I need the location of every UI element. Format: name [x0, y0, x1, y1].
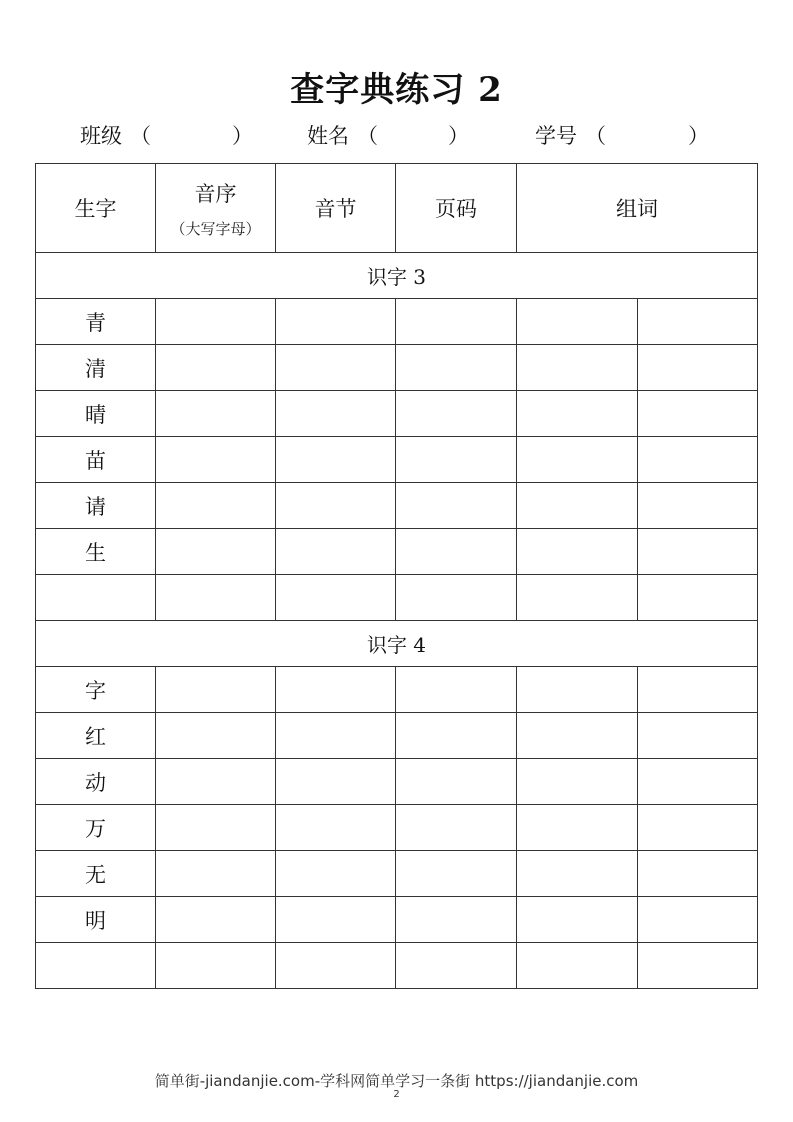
page-cell[interactable]	[396, 391, 517, 437]
table-row	[36, 759, 758, 805]
name-open-paren: （	[357, 124, 378, 148]
page-cell[interactable]	[396, 667, 517, 713]
order-cell[interactable]	[156, 529, 276, 575]
page-cell[interactable]	[396, 805, 517, 851]
syllable-cell[interactable]	[276, 437, 396, 483]
syllable-cell[interactable]	[276, 483, 396, 529]
page-cell[interactable]	[396, 851, 517, 897]
char-cell: 晴	[36, 391, 156, 437]
table-row	[36, 805, 758, 851]
student-id-label: 学号	[535, 124, 577, 148]
id-close-paren: ）	[688, 124, 709, 148]
order-cell[interactable]	[156, 897, 276, 943]
page-cell[interactable]	[396, 759, 517, 805]
table-row	[36, 391, 758, 437]
char-cell[interactable]	[36, 575, 156, 621]
char-cell: 万	[36, 805, 156, 851]
table-row	[36, 667, 758, 713]
char-cell: 生	[36, 529, 156, 575]
page-cell[interactable]	[396, 713, 517, 759]
table-row	[36, 943, 758, 989]
word-cell[interactable]	[638, 345, 758, 391]
char-cell: 苗	[36, 437, 156, 483]
page-cell[interactable]	[396, 483, 517, 529]
syllable-cell[interactable]	[276, 575, 396, 621]
syllable-cell[interactable]	[276, 943, 396, 989]
char-cell: 请	[36, 483, 156, 529]
word-cell[interactable]	[517, 483, 638, 529]
syllable-cell[interactable]	[276, 759, 396, 805]
word-cell[interactable]	[638, 299, 758, 345]
order-cell[interactable]	[156, 575, 276, 621]
header-order	[156, 164, 276, 253]
char-cell: 红	[36, 713, 156, 759]
word-cell[interactable]	[517, 575, 638, 621]
section-title: 识字 3	[36, 253, 758, 299]
page-cell[interactable]	[396, 897, 517, 943]
order-cell[interactable]	[156, 713, 276, 759]
syllable-cell[interactable]	[276, 713, 396, 759]
word-cell[interactable]	[517, 897, 638, 943]
char-cell: 字	[36, 667, 156, 713]
word-cell[interactable]	[517, 345, 638, 391]
section-row	[36, 621, 758, 667]
header-order-label: 音序	[194, 181, 237, 206]
word-cell[interactable]	[517, 299, 638, 345]
section-title: 识字 4	[36, 621, 758, 667]
student-info-line	[0, 120, 793, 154]
word-cell[interactable]	[517, 391, 638, 437]
page-cell[interactable]	[396, 575, 517, 621]
word-cell[interactable]	[638, 391, 758, 437]
word-cell[interactable]	[638, 943, 758, 989]
dictionary-practice-table	[35, 163, 758, 989]
syllable-cell[interactable]	[276, 851, 396, 897]
syllable-cell[interactable]	[276, 345, 396, 391]
char-cell: 清	[36, 345, 156, 391]
header-char: 生字	[36, 164, 156, 253]
word-cell[interactable]	[638, 575, 758, 621]
char-cell: 动	[36, 759, 156, 805]
word-cell[interactable]	[517, 943, 638, 989]
page-cell[interactable]	[396, 943, 517, 989]
char-cell: 无	[36, 851, 156, 897]
order-cell[interactable]	[156, 437, 276, 483]
section-row	[36, 253, 758, 299]
page-number: 2	[393, 1089, 400, 1100]
word-cell[interactable]	[638, 437, 758, 483]
header-syllable: 音节	[276, 164, 396, 253]
word-cell[interactable]	[517, 437, 638, 483]
name-label: 姓名	[307, 124, 349, 148]
table-row	[36, 437, 758, 483]
order-cell[interactable]	[156, 391, 276, 437]
order-cell[interactable]	[156, 299, 276, 345]
word-cell[interactable]	[638, 529, 758, 575]
order-cell[interactable]	[156, 345, 276, 391]
page-cell[interactable]	[396, 437, 517, 483]
word-cell[interactable]	[638, 897, 758, 943]
class-close-paren: ）	[232, 124, 253, 148]
word-cell[interactable]	[638, 851, 758, 897]
word-cell[interactable]	[517, 851, 638, 897]
order-cell[interactable]	[156, 759, 276, 805]
page-cell[interactable]	[396, 529, 517, 575]
word-cell[interactable]	[517, 759, 638, 805]
word-cell[interactable]	[638, 713, 758, 759]
header-order-note: （大写字母）	[170, 219, 261, 238]
table-row	[36, 483, 758, 529]
order-cell[interactable]	[156, 805, 276, 851]
class-label: 班级	[80, 124, 122, 148]
syllable-cell[interactable]	[276, 299, 396, 345]
syllable-cell[interactable]	[276, 529, 396, 575]
syllable-cell[interactable]	[276, 805, 396, 851]
order-cell[interactable]	[156, 851, 276, 897]
table-header-row	[36, 164, 758, 253]
order-cell[interactable]	[156, 667, 276, 713]
word-cell[interactable]	[638, 805, 758, 851]
char-cell: 青	[36, 299, 156, 345]
page-cell[interactable]	[396, 345, 517, 391]
table-row	[36, 897, 758, 943]
word-cell[interactable]	[638, 483, 758, 529]
order-cell[interactable]	[156, 943, 276, 989]
order-cell[interactable]	[156, 483, 276, 529]
word-cell[interactable]	[638, 667, 758, 713]
class-open-paren: （	[130, 124, 151, 148]
word-cell[interactable]	[517, 713, 638, 759]
page-title: 查字典练习 2	[290, 70, 503, 110]
syllable-cell[interactable]	[276, 391, 396, 437]
syllable-cell[interactable]	[276, 667, 396, 713]
header-words: 组词	[517, 164, 758, 253]
word-cell[interactable]	[638, 759, 758, 805]
id-open-paren: （	[585, 124, 606, 148]
table-row	[36, 299, 758, 345]
char-cell: 明	[36, 897, 156, 943]
header-page: 页码	[396, 164, 517, 253]
syllable-cell[interactable]	[276, 897, 396, 943]
word-cell[interactable]	[517, 529, 638, 575]
table-row	[36, 713, 758, 759]
char-cell[interactable]	[36, 943, 156, 989]
word-cell[interactable]	[517, 805, 638, 851]
table-row	[36, 345, 758, 391]
footer-text: 简单街-jiandanjie.com-学科网简单学习一条街 https://jiandanjie.com	[154, 1072, 639, 1090]
page-cell[interactable]	[396, 299, 517, 345]
table-row	[36, 575, 758, 621]
name-close-paren: ）	[448, 124, 469, 148]
word-cell[interactable]	[517, 667, 638, 713]
table-row	[36, 529, 758, 575]
table-row	[36, 851, 758, 897]
